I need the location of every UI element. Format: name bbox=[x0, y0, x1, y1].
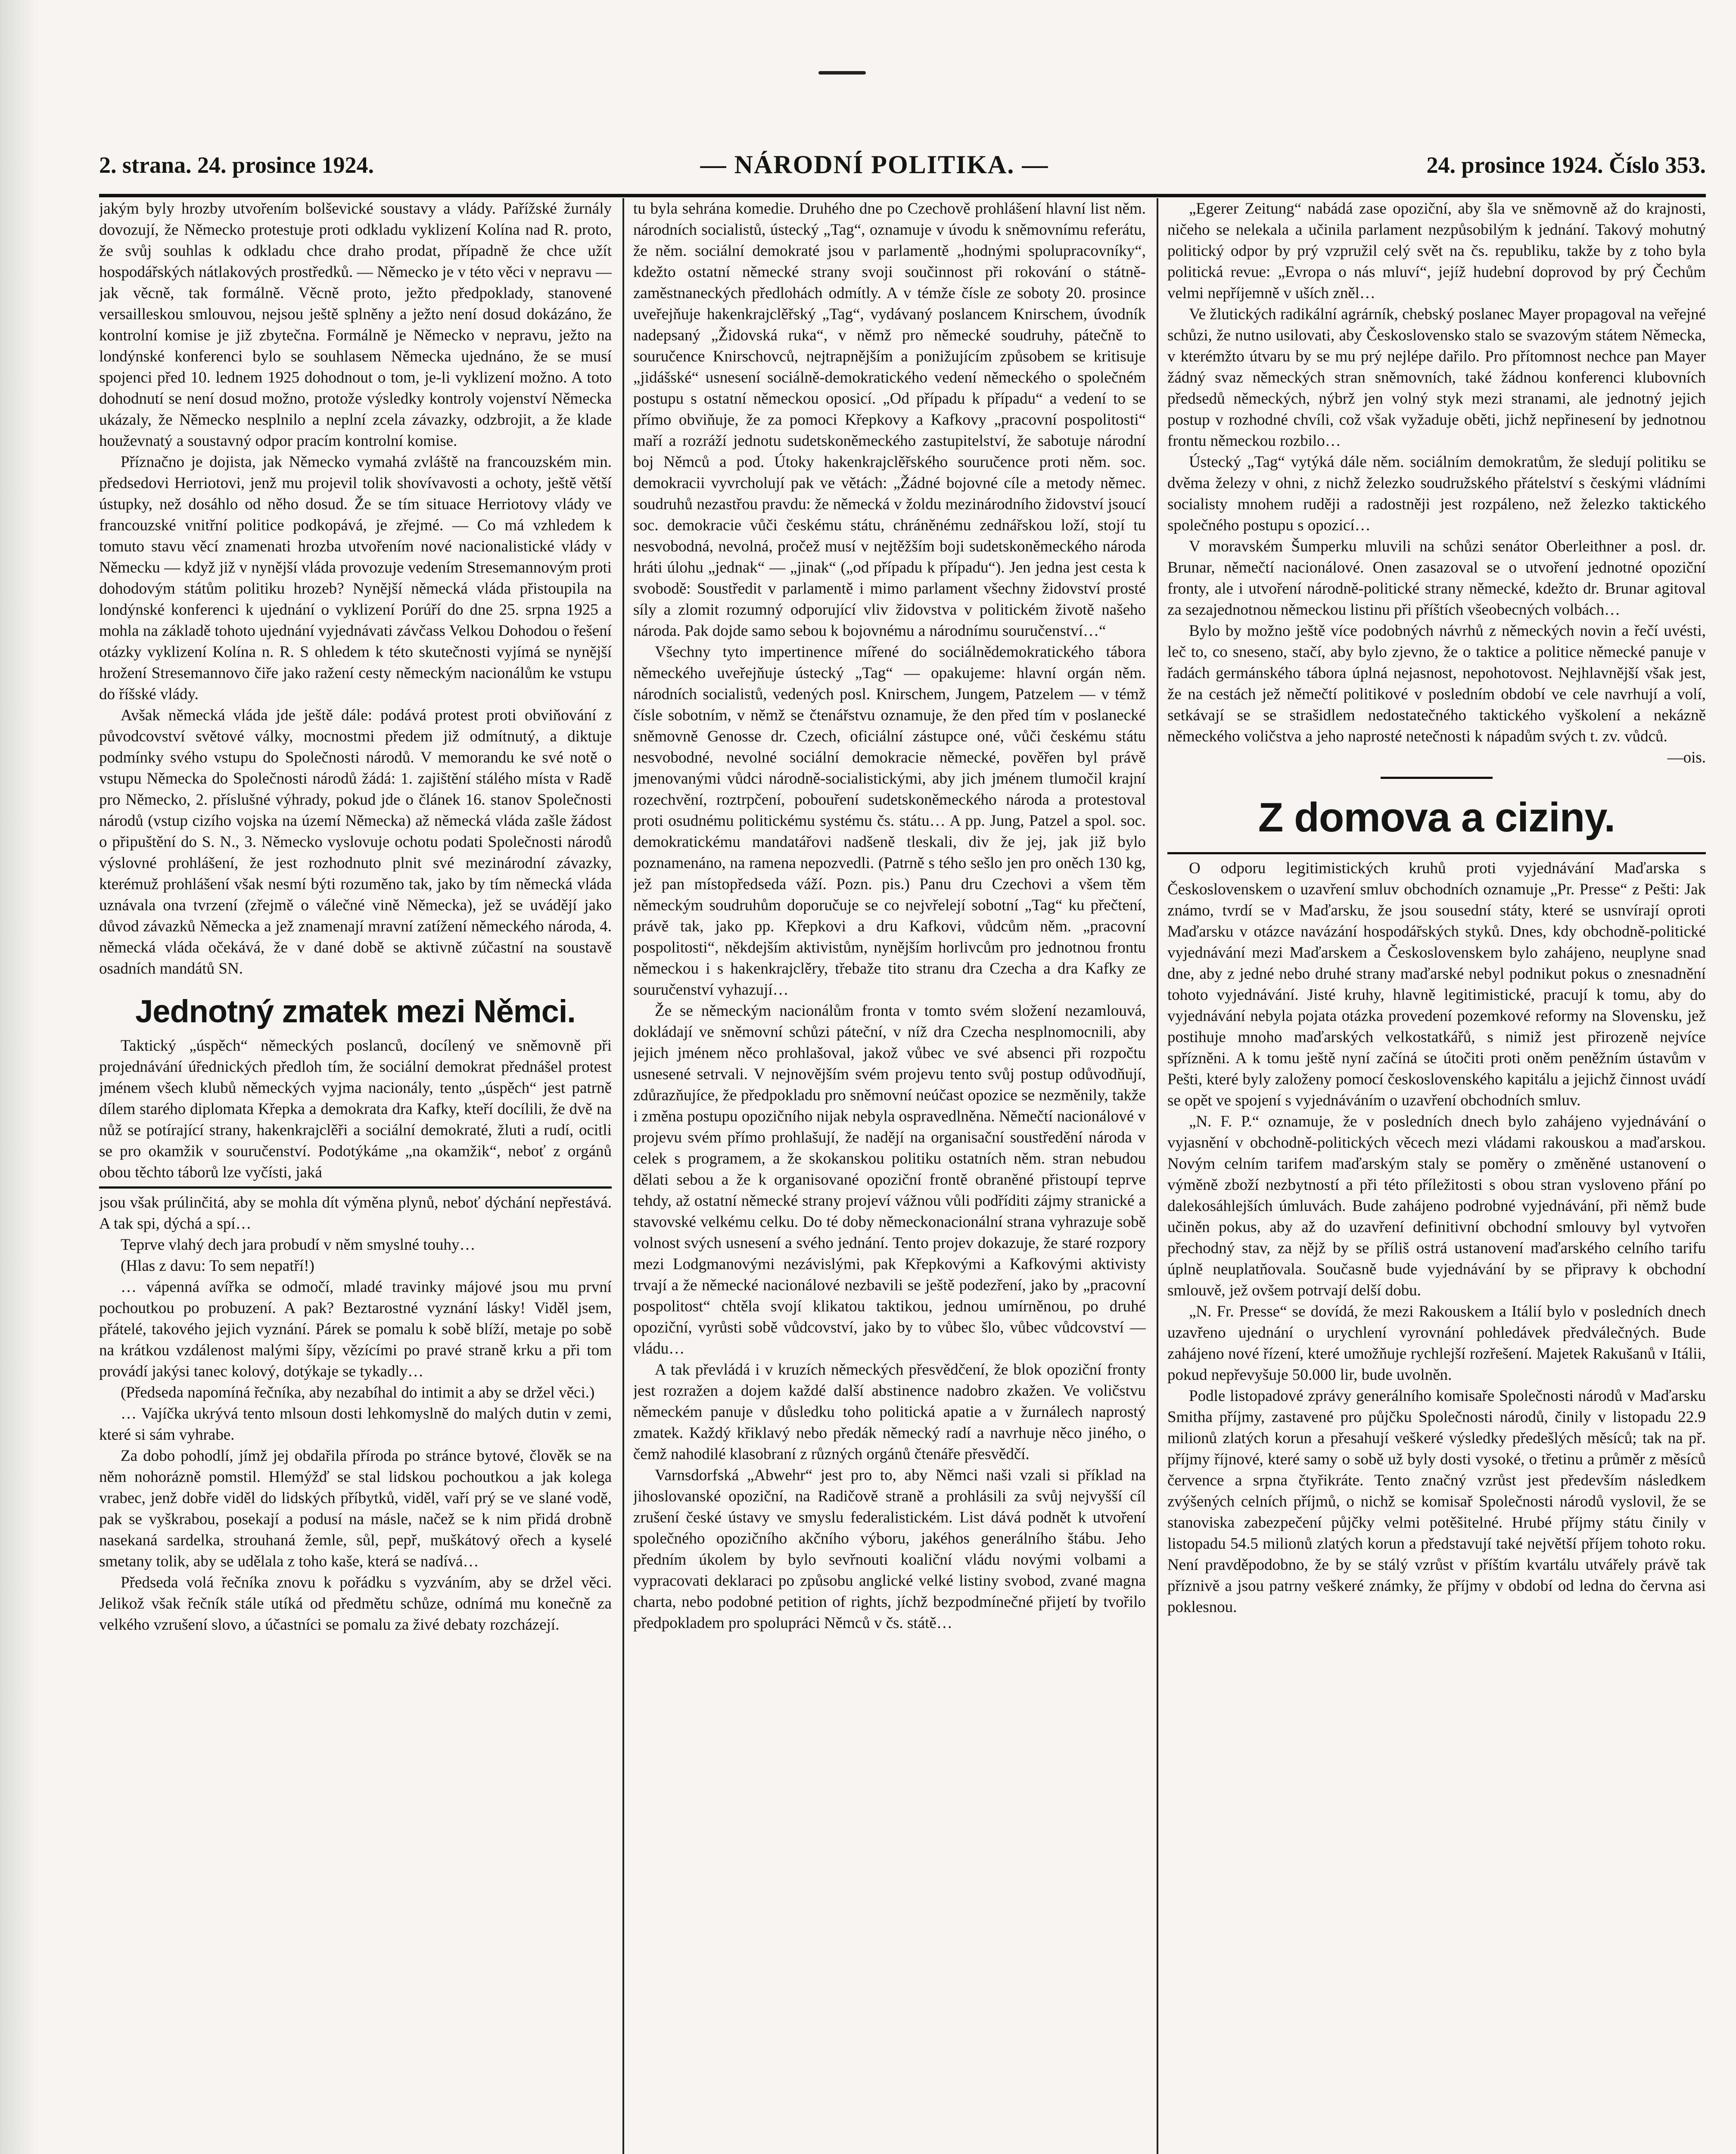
paragraph: Taktický „úspěch“ německých poslanců, docílený ve sněmovně při projednávání úřednických předloh tím, že sociální demokrat přednášel protest jménem všech klubů německých vyjma nacionály, tento „úspěch“ jest patrně dílem starého diplomata Křepka a demokrata dra Kafky, kteří docílili, že dvě na nůž se potírající strany, hakenkrajclěři a sociální demokraté, žluti a rudí, ocitli se pro okamžik v souručenství. Podotýkáme „na okamžik“, neboť z orgánů obou těchto táborů lze vyčísti, jaká bbox=[99, 1037, 612, 1181]
paragraph: Varnsdorfská „Abwehr“ jest pro to, aby Němci naši vzali si příklad na jihoslovanské opoziční, na Radičově straně a prohlásili za svůj nejvyšší cíl zrušení české ústavy ve smyslu federalistickém. List dává podnět k utvoření společného opozičního akčního výboru, jakéhos generálního štábu. Jeho předním úkolem by bylo sevřnouti koaliční vládu novými volbami a vypracovati deklaraci po způsobu anglické velké listiny svobod, zvané magna charta, nebo podobné petition of rights, jíchž bezpodmínečné přijetí by tvořilo předpokladem pro spolupráci Němců v čs. státě… bbox=[633, 1466, 1146, 1632]
section-heading: Z domova a ciziny. bbox=[1258, 794, 1615, 840]
newspaper-page bbox=[99, 142, 1706, 2154]
paragraph: … Vajíčka ukrývá tento mlsoun dosti lehkomyslně do malých dutin v zemi, které si sám vyhrabe. bbox=[99, 1405, 612, 1444]
masthead-title: — NÁRODNÍ POLITIKA. — bbox=[700, 150, 1049, 179]
paragraph: Bylo by možno ještě více podobných návrhů z německých novin a řečí uvésti, leč to, co sneseno, stačí, aby bylo zjevno, že o taktice a politice německé panuje v řadách germánského tábora úplná nejasnost, nepohotovost. Nejhlavnější však jest, že na cestách jež němečtí politikové v posledním období ve cele navrhují a volí, setkávají se se strašidlem nedostatečného taktického vyškolení a nekázně německého voličstva a jeho naprosté netečnosti k nápadům svých t. zv. vůdců. bbox=[1167, 622, 1706, 745]
paragraph: O odporu legitimistických kruhů proti vyjednávání Maďarska s Československem o uzavření smluv obchodních oznamuje „Pr. Presse“ z Pešti: Jak známo, tvrdí se v Maďarsku, že jsou sousední státy, které se usnvírají oproti Maďarsku v otázce navázání hospodářských styků. Dnes, kdy obchodně-politické vyjednávání mezi Maďarskem a Československem bylo zahájeno, neuplyne snad dne, aby z jedné nebo druhé strany maďarské nebyl podnikut pokus o znesnadnění tohoto vyjednávání. Jisté kruhy, hlavně legitimistické, pracují k tomu, aby do vyjednávání nebyla pojata otázka provedení pozemkové reformy na Slovensku, jež postihuje mnoho maďarských velkostatkářů, s nimiž jest přirozeně nejvíce spřízněni. A k tomu ještě nyní začíná se útočiti proti oněm peněžním ústavům v Pešti, které byly založeny pomocí československého kapitálu a jejichž činnost uvádí se opět ve spojení s vyjednáváním o uzavření obchodních smluv. bbox=[1167, 859, 1706, 1109]
column-rule bbox=[1157, 198, 1158, 2154]
paragraph: Ústecký „Tag“ vytýká dále něm. sociálním demokratům, že sledují politiku se dvěma železy v ohni, z nichž železko soudružského přátelství s českými vládními socialisty mnohem ruději a radostněji jest rozpáleno, než železko taktického společného postupu s opozicí… bbox=[1167, 453, 1706, 534]
column-3 bbox=[1167, 198, 1706, 2154]
paragraph: Avšak německá vláda jde ještě dále: podává protest proti obviňování z původcovství světové války, mocnostmi předem již odmítnutý, a diktuje podmínky svého vstupu do Společnosti národů. V memorandu ke své notě o vstupu Německa do Společnosti národů žádá: 1. zajištění stálého místa v Radě pro Německo, 2. příslušné výhrady, pokud jde o článek 16. stanov Společnosti národů (vstup cizího vojska na území Německa) až německá vláda zašle žádost o připuštění do S. N., 3. Německo vyslovuje ochotu podati Společnosti národů výslovné prohlášení, že jest rozhodnuto plnit své mezinárodní závazky, kterémuž prohlášení však nesmí býti rozuměno tak, jako by tím německá vláda uznávala ona tvrzení (zřejmě o válečné vině Německa), jež se uvádějí jako důvod závazků Německa a jež znamenají mravní zatížení německého národa, 4. německá vláda očekává, že v dané době se aktivně zúčastní na soustavě osadních mandátů SN. bbox=[99, 707, 612, 977]
paragraph: Podle listopadové zprávy generálního komisaře Společnosti národů v Maďarsku Smitha příjmy, zastavené pro půjčku Společnosti národů, činily v listopadu 22.9 milionů zlatých korun a přesahují veškeré výsledky předešlých měsíců; tak na př. příjmy říjnové, které samy o sobě už byly dosti vysoké, o třetinu a průměr z měsíců července a srpna čtyřikráte. Tento značný vzrůst jest především následkem zvýšených celních příjmů, o nichž se komisař Společnosti národů vyslovil, že se stanoviska zabezpečení půjčky velmi potěšitelné. Hrubé příjmy státu činily v listopadu 54.5 milionů zlatých korun a představují také největší příjem tohoto roku. Není pravděpodobno, že by se stálý vzrůst v příštím kvartálu utvářely právě tak příznivě a jsou patrny veškeré známky, že příjmy v období od ledna do června asi poklesnou. bbox=[1167, 1387, 1706, 1616]
paragraph: Za dobo pohodlí, jímž jej obdařila příroda po stránce bytové, člověk se na něm nohorázně pomstil. Hlemýžď se stal lidskou pochoutkou a jak kolega vrabec, jenž dobře viděl do lidských příbytků, viděl, vaří prý se ve slané vodě, pak se vyškrabou, posekají a podusí na másle, načež se k nim přidá drobně nasekaná sardelka, strouhaná žemle, sůl, pepř, muškátový ořech a kyselé smetany tolik, aby se udělala z toho kaše, která se nadívá… bbox=[99, 1447, 612, 1570]
header-issue-number: 24. prosince 1924. Číslo 353. bbox=[1426, 152, 1706, 178]
paragraph: „N. Fr. Presse“ se dovídá, že mezi Rakouskem a Itálií bylo v posledních dnech uzavřeno ujednání o urychlení vyrovnání pohledávek předválečných. Bude zahájeno nové řízení, které umožňuje rychlejší rozřešení. Majetek Rakušanů v Itálii, pokud nepřevyšuje 50.000 lir, bude uvolněn. bbox=[1167, 1303, 1706, 1384]
paragraph: Teprve vlahý dech jara probudí v něm smyslné touhy… bbox=[121, 1236, 476, 1254]
paragraph: Příznačno je dojista, jak Německo vymahá zvláště na francouzském min. předsedovi Herriotovi, jenž mu projevil tolik shovívavosti a ochoty, ještě větší ústupky, než dosáhlo od něho dosud. Že se tím situace Herriotovy vlády ve francouzské vnitřní politice podkopává, je zřejmé. — Co má vzhledem k tomuto stavu věcí znamenati hrozba utvořením nové nacionalistické vlády v Německu — když již v nynější vláda provozuje vedením Stresemannovým proti dohodovým státům politiku hrozeb? Nynější německá vláda přistoupila na londýnské konferenci k ujednání o vyklizení Porúří do dne 25. srpna 1925 a mohla na základě tohoto ujednání vyjednávati závčass Velkou Dohodou o řešení otázky vyklizení Kolína n. R. S ohledem k této skutečnosti vyjímá se nynější hrožení Stresemannovo čiře jako ražení cesty německým nacionálům ke vstupu do říšské vlády. bbox=[99, 453, 612, 703]
author-signature: —ois. bbox=[1667, 749, 1706, 766]
article-heading: Jednotný zmatek mezi Němci. bbox=[135, 993, 576, 1029]
paragraph: (Předseda napomíná řečníka, aby nezabíhal do intimit a aby se držel věci.) bbox=[121, 1384, 595, 1401]
paragraph: jsou však prúlinčitá, aby se mohla dít výměna plynů, neboť dýchání nepřestává. A tak spi, dýchá a spí… bbox=[99, 1194, 612, 1233]
paragraph: V moravském Šumperku mluvili na schůzi senátor Oberleithner a posl. dr. Brunar, němečtí nacionálové. Onen zasazoval se o utvoření jednotné opoziční fronty, ale i utvoření národně-politické strany německé, kdežto dr. Brunar agitoval za sezajednotnou německou listinu při příštích všeobecných volbách… bbox=[1167, 538, 1706, 619]
paragraph: Ve žlutických radikální agrárník, chebský poslanec Mayer propagoval na veřejné schůzi, že nutno usilovati, aby Československo stalo se svazovým státem Německa, v kterémžto útvaru by se mu prý nejlépe dařilo. Pro přítomnost nechce pan Mayer žádný svaz německých stran sněmovních, také žádnou konferenci klubovních předsedů německých, nýbrž jen volný styk mezi stranami, ale jednotný jejich postup v rozhodné chvíli, což však vyžaduje oběti, jichž nepřinesení by jednotnou frontu německou rozbilo… bbox=[1167, 305, 1706, 450]
paragraph: jakým byly hrozby utvořením bolševické soustavy a vlády. Pařížské žurnály dovozují, že Německo protestuje proti odkladu vyklizení Kolína nad R. proto, že svůj souhlas k odkladu chce draho prodat, případně že chce užít hospodářských nátlakových prostředků. — Německo je v této věci v nepravu — jak věcně, tak formálně. Věcně proto, ježto předpoklady, stanovené versailleskou smlouvou, nejsou ještě splněny a ježto není dosud dokázáno, že kontrolní komise je již zbytečna. Formálně je Německo v nepravu, ježto na londýnské konferenci bylo se souhlasem Německa ujednáno, že se musí spojenci před 10. lednem 1925 dohodnout o tom, je-li vyklizení možno. A toto dohodnutí se není dosud možno, protože výsledky kontroly vojenství Německa ukázaly, že Německo nesplnilo a neplní zcela závazky, odzbrojit, a že klade houževnatý a soustavný odpor pracím kontrolní komise. bbox=[99, 200, 612, 450]
paragraph: … vápenná avířka se odmočí, mladé travinky májové jsou mu první pochoutkou po probuzení. A pak? Beztarostné vyznání lásky! Viděl jsem, přátelé, takového jejich vyznání. Párek se pomalu k sobě blíží, metaje po sobě na krátkou vzdálenost malými šípy, vězícími po pravé straně krku a při tom provádí jakýsi tanec kolový, dotýkaje se tykadly… bbox=[99, 1278, 612, 1380]
column-2 bbox=[633, 198, 1146, 2154]
section-divider bbox=[1381, 777, 1493, 779]
section-divider bbox=[1167, 852, 1706, 854]
paragraph: Že se německým nacionálům fronta v tomto svém složení nezamlouvá, dokládají ve sněmovní schůzi páteční, v níž dra Czecha nesplnomocnili, aby jejich jménem něco prohlašoval, jakož vůbec ve své absenci při rozpočtu usnesené setrvali. V nejnovějším svém projevu tento svůj postup odůvodňují, zdůrazňujíce, že předpokladu pro sněmovní neúčast opozice se nezměnily, takže i změna postupu opozičního nijak nebyla ospravedlněna. Němečtí nacionálové v projevu svém přímo prohlašují, že nadějí na organisační soustředění národa v celek s programem, a že skokanskou politiku ostatních něm. stran nebudou dělati sebou a že k organisované opoziční frontě obraněné přistoupí teprve tehdy, až ostatní německé strany projeví vážnou vůli podříditi zájmy stranické a stavovské velkému celku. Do té doby německonacionální strana vyhrazuje sobě volnost svých usnesení a svého jednání. Tento projev dokazuje, že staré rozpory mezi Lodgmanovými nezávislými, pak Křepkovými a Kafkovými aktivisty trvají a že německé nacionálové nezbavili se ještě podezření, jako by „pracovní pospolitost“ chtěla svojí klikatou taktikou, jednou umírněnou, po druhé opoziční, vyrůsti sobě vůdcovství, jako by to vůbec šlo, vůbec vůdcovství — vládu… bbox=[633, 1002, 1146, 1357]
page-header bbox=[99, 142, 1706, 197]
paragraph: (Hlas z davu: To sem nepatří!) bbox=[121, 1257, 314, 1275]
paragraph: A tak převládá i v kruzích německých přesvědčení, že blok opoziční fronty jest rozražen a dojem každé další abstinence nadobro zkažen. Ve voličstvu německém panuje v důsledku toho politická apatie a v žurnálech naprostý zmatek. Každý křiklavý nebo předák německý radí a navrhuje něco jiného, o čemž nahodilé klasobraní z různých orgánů čtenáře přesvědčí. bbox=[633, 1361, 1146, 1463]
paragraph: Všechny tyto impertinence mířené do sociálnědemokratického tábora německého uveřejňuje ústecký „Tag“ — opakujeme: hlavní orgán něm. národních socialistů, vedených posl. Knirschem, Jungem, Patzelem — v témž čísle sobotním, v němž se čtenářstvu oznamuje, že den před tím v poslanecké sněmovně Genosse dr. Czech, oficiální zástupce oné, vůči českému státu nesvobodné, nevolné sociální demokracie německé, pověřen byl právě jmenovanými vůdci národně-socialistickými, aby jich jménem tlumočil krajní rozechvění, roztrpčení, pobouření sudetskoněmeckého národa a protestoval proti osudnému politickému systému čs. státu… A pp. Jung, Patzel a spol. soc. demokratickému mandatářovi nadšeně tleskali, div že jej, jak již bylo poznamenáno, na ramena nepozvedli. (Patrně s tého sešlo jen pro oněch 130 kg, jež pan místopředseda váží. Pozn. pis.) Panu dru Czechovi a všem těm německým soudruhům doporučuje se co nejvřelejí sobotní „Tag“ ku přečtení, právě tak, jako pp. Křepkovi a dru Kafkovi, vůdcům něm. „pracovní pospolitosti“, někdejším aktivistům, nynějším horlivcům pro jednotnou frontu německou i s hakenkrajclěry, třebaže tito stranu dra Czecha a dra Kafky ze souručenství vyhazují… bbox=[633, 643, 1146, 999]
scan-edge bbox=[0, 0, 39, 2154]
header-date-left: 2. strana. 24. prosince 1924. bbox=[99, 152, 374, 178]
paragraph: tu byla sehrána komedie. Druhého dne po Czechově prohlášení hlavní list něm. národních socialistů, ústecký „Tag“, oznamuje v úvodu k sněmovnímu referátu, že něm. sociální demokraté jsou v parlamentě „hodnými spolupracovníky“, kdežto ostatní německé strany svoji součinnost při rokování o státně-zaměstnaneckých předlohách odmítly. A v témže čísle ze soboty 20. prosince uveřejňuje hakenkrajclěřský „Tag“, vydávaný poslancem Knirschem, úvodník nadepsaný „Židovská ruka“, v němž pro německé soudruhy, pátečně to souručence Knirschovců, nejtrapnějším a ponižujícím způsobem se kritisuje „jidášské“ usnesení sociálně-demokratického vedení německého o společném postupu s ostatní německou oposicí. „Od případu k případu“ a vedení to se přímo obviňuje, že za pomoci Křepkovy a Kafkovy „pracovní pospolitosti“ maří a rozráží jednotu sudetskoněmeckého zastupitelství, že sabotuje národní boj Němců a pod. Útoky hakenkrajclěřského souručence proti něm. soc. demokracii vyvrcholují pak ve větách: „Žádné bojovné cíle a metody němec. soudruhů nezastřou pravdu: že německá v žoldu mezinárodního židovství jsoucí soc. demokracie vůči českému státu, chráněnému zednářskou loží, stojí tu nesvobodná, nevolná, pročež musí v nejtěžším boji sudetskoněmeckého národa hráti úlohu „jednak“ — „jinak“ („od případu k případu“). Jen jedna jest cesta k svobodě: Soustředit v parlamentě i mimo parlament všechny židovství prosté síly a zlomit rozumný odporující vliv židovstva v politickém životě našeho národa. Pak dojde samo sebou k bojovnému a národnímu souručenství…“ bbox=[633, 200, 1146, 640]
paragraph: Předseda volá řečníka znovu k pořádku s vyzváním, aby se držel věci. Jelikož však řečník stále utíká od předmětu schůze, odnímá mu konečně za velkého vzrušení slovo, a účastníci se pomalu za živé debaty rozcházejí. bbox=[99, 1574, 612, 1634]
paragraph: „N. F. P.“ oznamuje, že v posledních dnech bylo zahájeno vyjednávání o vyjasnění v obchodně-politických věcech mezi vládami rakouskou a maďarskou. Novým celním tarifem maďarským staly se poměry o změněné ustanovení o výměně zboží nezbytností a při této příležitosti s obou stran vysloveno přání po dalekosáhlejších úmluvách. Bude zahájeno podrobné vyjednávání, při němž bude učiněn pokus, aby až do uzavření definitivní obchodní smlouvy byl vytvořen přechodný stav, za nějž by se příliš ostrá ustanovení maďarského celního tarifu úplně neuplatňovala. Současně bude vyjednávání by se připravy k obchodní smlouvě, jež ovšem potrvají delší dobu. bbox=[1167, 1113, 1706, 1299]
paragraph: „Egerer Zeitung“ nabádá zase opoziční, aby šla ve sněmovně až do krajnosti, ničeho se nelekala a učinila parlament nezpůsobilým k jednání. Takový mohutný politický odpor by prý vzpružil celý svět na čs. republiku, takže by z toho byla politická revue: „Evropa o nás mluví“, jejíž hudební doprovod by prý Čechům velmi nepříjemně v uších zněl… bbox=[1167, 200, 1706, 302]
section-divider bbox=[99, 1186, 612, 1189]
column-1 bbox=[99, 198, 612, 2154]
fold-mark bbox=[818, 71, 866, 75]
column-rule bbox=[622, 198, 624, 2154]
